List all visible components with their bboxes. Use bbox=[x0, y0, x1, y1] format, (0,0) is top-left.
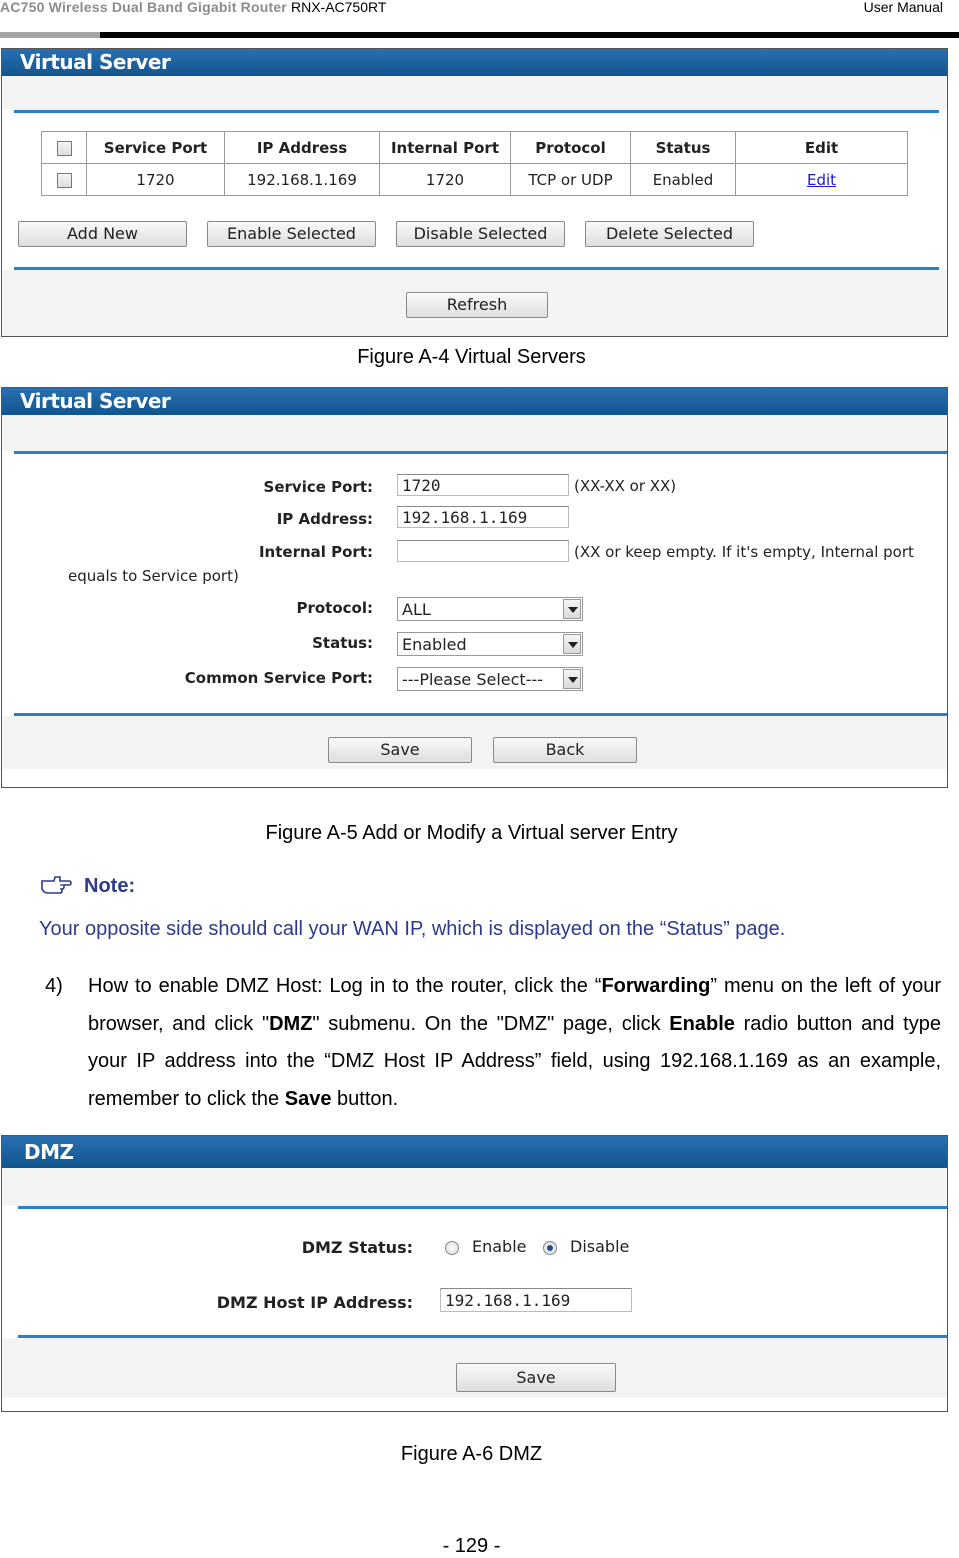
edit-link[interactable]: Edit bbox=[806, 170, 837, 189]
cell-edit bbox=[736, 164, 908, 196]
service-port-input[interactable]: 1720 bbox=[397, 474, 569, 496]
back-button[interactable]: Back bbox=[493, 737, 637, 763]
dmz-host-ip-input[interactable]: 192.168.1.169 bbox=[440, 1288, 632, 1312]
service-port-hint: (XX-XX or XX) bbox=[574, 477, 677, 495]
virtual-server-table bbox=[41, 131, 908, 196]
save-button[interactable]: Save bbox=[456, 1363, 616, 1392]
header-rule-black bbox=[100, 32, 959, 38]
table-row bbox=[42, 164, 908, 196]
disable-selected-button[interactable]: Disable Selected bbox=[396, 221, 565, 247]
panel-title: Virtual Server bbox=[2, 388, 947, 415]
figure-caption-a6: Figure A-6 DMZ bbox=[400, 1443, 543, 1465]
row-checkbox[interactable] bbox=[57, 173, 72, 188]
col-ip-address: IP Address bbox=[225, 132, 380, 164]
status-select[interactable] bbox=[397, 632, 583, 656]
cell-internal-port: 1720 bbox=[380, 164, 511, 196]
service-port-label: Service Port: bbox=[263, 478, 373, 496]
blue-divider bbox=[18, 1206, 947, 1209]
disable-radio-label: Disable bbox=[570, 1237, 630, 1256]
save-button[interactable]: Save bbox=[328, 737, 472, 763]
delete-selected-button[interactable]: Delete Selected bbox=[585, 221, 754, 247]
step-bold-forwarding: Forwarding bbox=[601, 975, 711, 997]
pointing-hand-icon bbox=[40, 872, 72, 894]
panel-title: Virtual Server bbox=[2, 49, 947, 76]
protocol-value: ALL bbox=[402, 600, 431, 619]
enable-selected-button[interactable]: Enable Selected bbox=[207, 221, 376, 247]
panel-title: DMZ bbox=[2, 1136, 947, 1168]
cell-status: Enabled bbox=[631, 164, 736, 196]
internal-port-hint: (XX or keep empty. If it's empty, Internal port bbox=[574, 543, 914, 561]
disable-radio[interactable] bbox=[543, 1241, 557, 1255]
common-service-port-select[interactable] bbox=[397, 667, 583, 691]
chevron-down-icon[interactable] bbox=[563, 669, 581, 689]
step-bold-save: Save bbox=[284, 1087, 332, 1110]
col-status: Status bbox=[631, 132, 736, 164]
refresh-button[interactable]: Refresh bbox=[406, 292, 548, 318]
chevron-down-icon[interactable] bbox=[563, 599, 581, 619]
common-service-port-label: Common Service Port: bbox=[184, 669, 373, 687]
internal-port-input[interactable] bbox=[397, 540, 569, 562]
select-all-cell[interactable] bbox=[42, 132, 87, 164]
header-title bbox=[0, 0, 386, 15]
blue-divider bbox=[14, 451, 947, 454]
dmz-host-ip-label: DMZ Host IP Address: bbox=[216, 1293, 413, 1312]
header-rule-grey bbox=[0, 32, 100, 38]
protocol-select[interactable] bbox=[397, 597, 583, 621]
step-text-5: button. bbox=[331, 1087, 399, 1110]
virtual-server-edit-panel bbox=[1, 387, 948, 788]
step-bold-dmz: DMZ bbox=[269, 1012, 313, 1035]
dmz-status-label: DMZ Status: bbox=[301, 1238, 413, 1257]
enable-radio-label: Enable bbox=[472, 1237, 527, 1256]
panel-band-top bbox=[2, 76, 947, 110]
header-user-manual: User Manual bbox=[863, 0, 943, 15]
col-service-port: Service Port bbox=[87, 132, 225, 164]
ip-address-input[interactable]: 192.168.1.169 bbox=[397, 506, 569, 528]
internal-port-hint-cont: equals to Service port) bbox=[68, 567, 239, 585]
panel-band-top bbox=[2, 415, 947, 451]
ip-address-label: IP Address: bbox=[276, 510, 373, 528]
common-service-port-value: ---Please Select--- bbox=[402, 670, 544, 689]
header-model: RNX-AC750RT bbox=[290, 0, 387, 15]
panel-band-bottom bbox=[2, 716, 947, 769]
virtual-server-list-panel bbox=[1, 48, 948, 337]
panel-band-top bbox=[2, 1168, 947, 1206]
status-label: Status: bbox=[312, 634, 373, 652]
step-paragraph bbox=[88, 968, 941, 1118]
internal-port-label: Internal Port: bbox=[258, 543, 373, 561]
header-brand: AC750 Wireless Dual Band Gigabit Router bbox=[0, 0, 287, 15]
cell-ip-address: 192.168.1.169 bbox=[225, 164, 380, 196]
note-heading: Note: bbox=[84, 875, 136, 897]
step-text-2: ” menu on the left of your browser, and click " bbox=[88, 975, 941, 1035]
dmz-panel bbox=[1, 1135, 948, 1412]
enable-radio[interactable] bbox=[445, 1241, 459, 1255]
step-text-1: How to enable DMZ Host: Log in to the router, click the “ bbox=[88, 975, 602, 997]
step-text-4: radio button and type your IP address into the “DMZ Host IP Address” field, using 192.168.1.169 as an example, remember to click the bbox=[88, 1012, 941, 1110]
note-text: Your opposite side should call your WAN IP, which is displayed on the “Status” page. bbox=[39, 918, 786, 940]
protocol-label: Protocol: bbox=[296, 599, 373, 617]
status-value: Enabled bbox=[402, 635, 467, 654]
figure-caption-a5: Figure A-5 Add or Modify a Virtual server Entry bbox=[265, 822, 678, 844]
cell-protocol: TCP or UDP bbox=[511, 164, 631, 196]
page-number: - 129 - bbox=[442, 1535, 501, 1557]
add-new-button[interactable]: Add New bbox=[18, 221, 187, 247]
chevron-down-icon[interactable] bbox=[563, 634, 581, 654]
blue-divider bbox=[14, 110, 939, 113]
col-internal-port: Internal Port bbox=[380, 132, 511, 164]
step-text-3: " submenu. On the "DMZ" page, click bbox=[312, 1012, 670, 1035]
figure-caption-a4: Figure A-4 Virtual Servers bbox=[357, 346, 586, 368]
cell-service-port: 1720 bbox=[87, 164, 225, 196]
step-number: 4) bbox=[45, 975, 63, 997]
row-select-cell[interactable] bbox=[42, 164, 87, 196]
select-all-checkbox[interactable] bbox=[57, 141, 72, 156]
col-protocol: Protocol bbox=[511, 132, 631, 164]
col-edit: Edit bbox=[736, 132, 908, 164]
step-bold-enable: Enable bbox=[669, 1012, 735, 1035]
table-header-row bbox=[42, 132, 908, 164]
